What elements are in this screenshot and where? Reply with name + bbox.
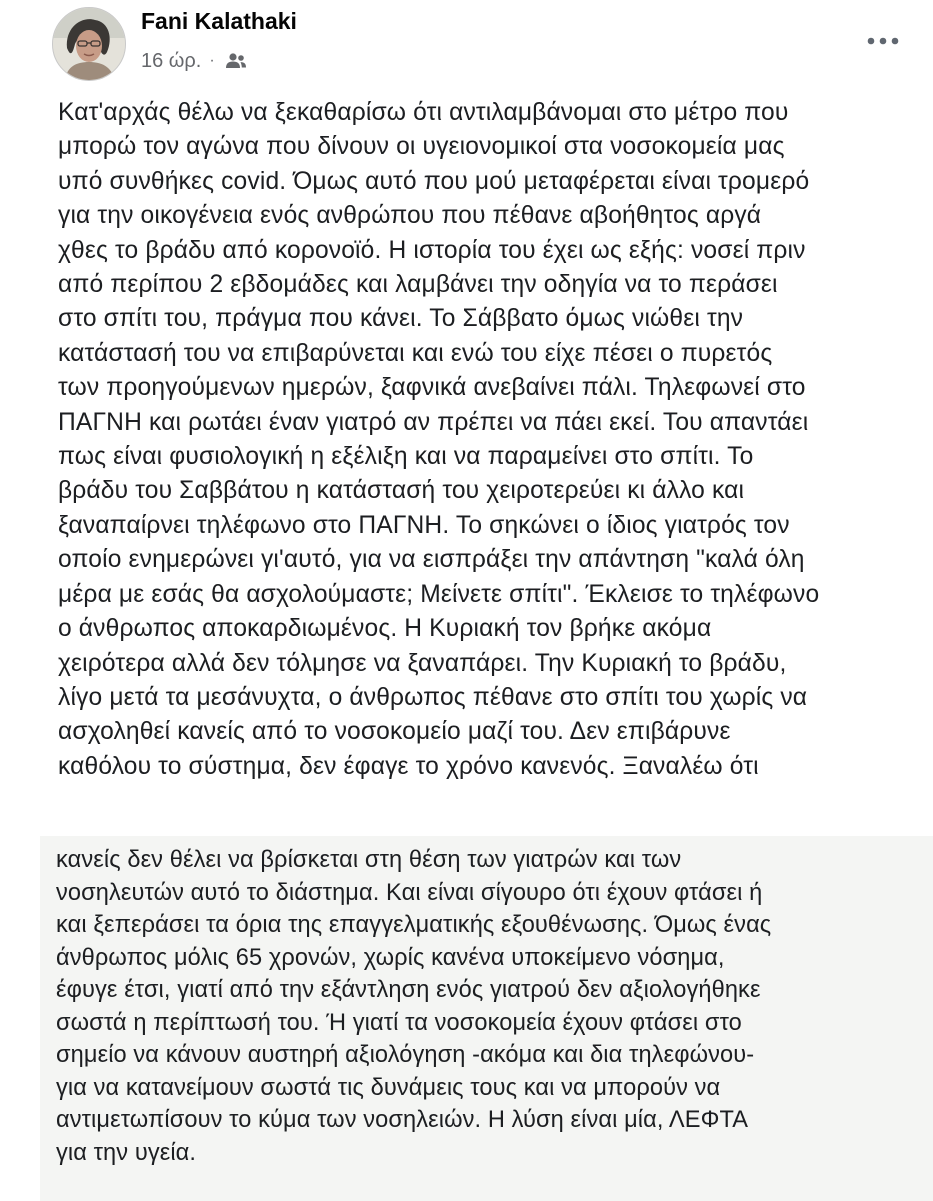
post-text-line: άνθρωπος μόλις 65 χρονών, χωρίς κανένα υποκείμενο νόσημα, (56, 944, 725, 971)
post-text-line: για την υγεία. (56, 1139, 197, 1166)
post-text-line: σωστά η περίπτωσή του. Ή γιατί τα νοσοκομεία έχουν φτάσει στο (56, 1009, 742, 1036)
post-text-line: χειρότερα αλλά δεν τόλμησε να ξαναπάρει. Την Κυριακή το βράδυ, (58, 649, 787, 677)
post-text-line: λίγο μετά τα μεσάνυχτα, ο άνθρωπος πέθανε στο σπίτι του χωρίς να (58, 683, 808, 711)
post-text-line: για την οικογένεια ενός ανθρώπου που πέθανε αβοήθητος αργά (58, 202, 762, 230)
avatar[interactable] (52, 7, 126, 81)
post-text-line: νοσηλευτών αυτό το διάστημα. Και είναι σίγουρο ότι έχουν φτάσει ή (56, 879, 763, 906)
post-text-line: κανείς δεν θέλει να βρίσκεται στη θέση των γιατρών και των (56, 847, 682, 873)
post-text-line: ΠΑΓΝΗ και ρωτάει έναν γιατρό αν πρέπει να πάει εκεί. Του απαντάει (58, 408, 809, 436)
post-text-line: για να κατανείμουν σωστά τις δυνάμεις τους και να μπορούν να (56, 1074, 721, 1101)
post-text-line: και ξεπεράσει τα όρια της επαγγελματικής εξουθένωσης. Όμως ένας (56, 912, 772, 938)
post-text-line: χθες το βράδυ από κορονοϊό. Η ιστορία του έχει ως εξής: νοσεί πριν (58, 236, 806, 264)
avatar-photo (53, 8, 125, 80)
post-text-line: βράδυ του Σαββάτου η κατάστασή του χειροτερεύει κι άλλο και (58, 477, 745, 505)
post-text-line: πως είναι φυσιολογική η εξέλιξη και να παραμείνει στο σπίτι. Το (58, 443, 754, 471)
post-timestamp[interactable]: 16 ώρ. (141, 49, 202, 72)
post-text-line: υπό συνθήκες covid. Όμως αυτό που μού μεταφέρεται είναι τρομερό (58, 167, 810, 195)
post-text-part-1 (58, 96, 928, 784)
more-options-button[interactable] (858, 26, 908, 56)
more-options-icon (866, 37, 900, 45)
post-meta (141, 46, 247, 76)
post-text-line: μέρα με εσάς θα ασχολούμαστε; Μείνετε σπίτι". Έκλεισε το τηλέφωνο (58, 580, 820, 608)
post-text-line: οποίο ενημερώνει γι'αυτό, για να εισπράξει την απάντηση "καλά όλη (58, 546, 805, 574)
post-text-part-2 (56, 844, 926, 1169)
post-text-line: μπορώ τον αγώνα που δίνουν οι υγειονομικοί στα νοσοκομεία μας (58, 133, 785, 161)
post-text-line: καθόλου το σύστημα, δεν έφαγε το χρόνο κανενός. Ξαναλέω ότι (58, 752, 759, 780)
post-text-line: αντιμετωπίσουν το κύμα των νοσηλειών. Η λύση είναι μία, ΛΕΦΤΑ (56, 1107, 749, 1133)
author-name[interactable]: Fani Kalathaki (141, 8, 297, 34)
post-text-line: σημείο να κάνουν αυστηρή αξιολόγηση -ακόμα και δια τηλεφώνου- (56, 1042, 755, 1068)
post-text-line: Κατ'αρχάς θέλω να ξεκαθαρίσω ότι αντιλαμβάνομαι στο μέτρο που (58, 99, 789, 126)
meta-separator: · (209, 52, 215, 69)
friends-icon[interactable] (225, 52, 247, 70)
post-text-line: από περίπου 2 εβδομάδες και λαμβάνει την οδηγία να το περάσει (58, 271, 778, 299)
post-text-line: κατάστασή του να επιβαρύνεται και ενώ του είχε πέσει ο πυρετός (58, 339, 773, 367)
post-text-line: ξαναπαίρνει τηλέφωνο στο ΠΑΓΝΗ. Το σηκώνει ο ίδιος γιατρός τον (58, 511, 790, 539)
post-text-line: ο άνθρωπος αποκαρδιωμένος. Η Κυριακή τον βρήκε ακόμα (58, 615, 712, 643)
post-text-line: έφυγε έτσι, γιατί από την εξάντληση ενός γιατρού δεν αξιολογήθηκε (56, 977, 761, 1003)
post-text-line: των προηγούμενων ημερών, ξαφνικά ανεβαίνει πάλι. Τηλεφωνεί στο (58, 374, 806, 402)
post-text-line: ασχοληθεί κανείς από το νοσοκομείο μαζί του. Δεν επιβάρυνε (58, 718, 731, 746)
post-text-line: στο σπίτι του, πράγμα που κάνει. Το Σάββατο όμως νιώθει την (58, 305, 744, 333)
post-text-continuation-section (40, 836, 933, 1201)
